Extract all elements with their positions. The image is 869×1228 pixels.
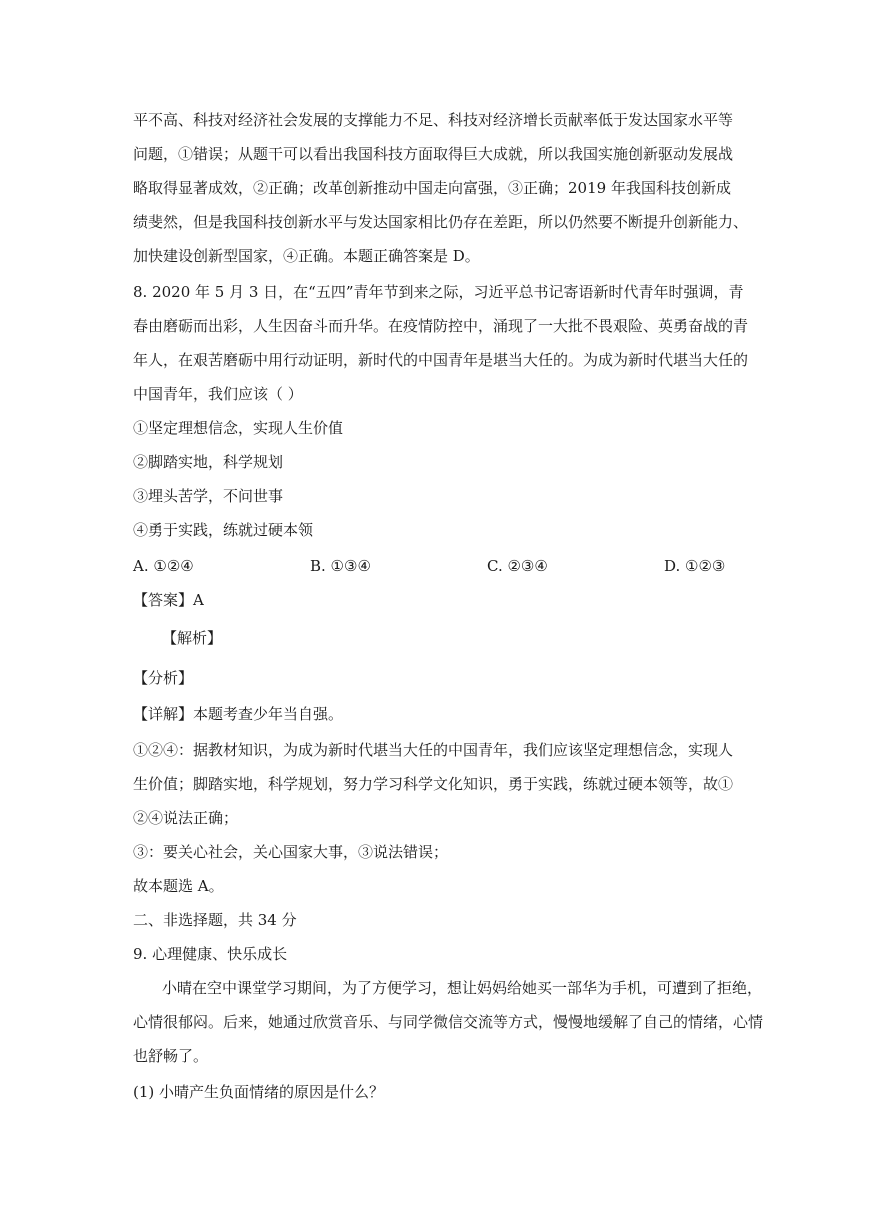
explanation-line: 生价值；脚踏实地，科学规划，努力学习科学文化知识，勇于实践，练就过硬本领等，故① — [133, 775, 734, 793]
option-b: B. ①③④ — [310, 557, 371, 575]
text-line: 略取得显著成效，②正确；改革创新推动中国走向富强，③正确；2019 年我国科技创新成 — [133, 179, 731, 197]
statement-2: ②脚踏实地，科学规划 — [133, 453, 284, 471]
option-d: D. ①②③ — [664, 557, 726, 575]
material-line: 心情很郁闷。后来，她通过欣赏音乐、与同学微信交流等方式，慢慢地缓解了自己的情绪，心情 — [133, 1013, 764, 1031]
text-line: 平不高、科技对经济社会发展的支撑能力不足、科技对经济增长贡献率低于发达国家水平等 — [133, 111, 734, 129]
option-c: C. ②③④ — [487, 557, 548, 575]
question-8-stem: 8. 2020 年 5 月 3 日，在“五四”青年节到来之际，习近平总书记寄语新时代青年时强调，青 — [133, 283, 744, 301]
explanation-line: ③：要关心社会，关心国家大事，③说法错误； — [133, 843, 449, 861]
text-line: 问题，①错误；从题干可以看出我国科技方面取得巨大成就，所以我国实施创新驱动发展战 — [133, 145, 734, 163]
question-8-stem: 年人，在艰苦磨砺中用行动证明，新时代的中国青年是堪当大任的。为成为新时代堪当大任的 — [133, 351, 749, 369]
question-8-stem: 春由磨砺而出彩，人生因奋斗而升华。在疫情防控中，涌现了一大批不畏艰险、英勇奋战的青 — [133, 317, 749, 335]
fenxi-heading: 【分析】 — [133, 669, 194, 687]
section-heading: 二、非选择题，共 34 分 — [133, 911, 297, 929]
explanation-line: ①②④：据教材知识，为成为新时代堪当大任的中国青年，我们应该坚定理想信念，实现人 — [133, 741, 734, 759]
question-9-title: 9. 心理健康、快乐成长 — [133, 945, 288, 963]
question-8-stem: 中国青年，我们应该（ ） — [133, 385, 303, 403]
statement-4: ④勇于实践，练就过硬本领 — [133, 521, 314, 539]
material-line: 小晴在空中课堂学习期间，为了方便学习，想让妈妈给她买一部华为手机，可遭到了拒绝， — [162, 979, 763, 997]
material-line: 也舒畅了。 — [133, 1047, 209, 1065]
analysis-heading: 【解析】 — [162, 629, 223, 647]
explanation-line: ②④说法正确； — [133, 809, 239, 827]
explanation-line: 故本题选 A。 — [133, 877, 224, 895]
option-a: A. ①②④ — [133, 557, 194, 575]
statement-3: ③埋头苦学，不问世事 — [133, 487, 284, 505]
statement-1: ①坚定理想信念，实现人生价值 — [133, 419, 344, 437]
text-line: 加快建设创新型国家，④正确。本题正确答案是 D。 — [133, 247, 480, 265]
sub-question-1: (1) 小晴产生负面情绪的原因是什么？ — [133, 1083, 385, 1101]
text-line: 绩斐然，但是我国科技创新水平与发达国家相比仍存在差距，所以仍然要不断提升创新能力、 — [133, 213, 749, 231]
answer-label: 【答案】A — [133, 591, 204, 609]
detail-heading: 【详解】本题考查少年当自强。 — [133, 705, 344, 723]
